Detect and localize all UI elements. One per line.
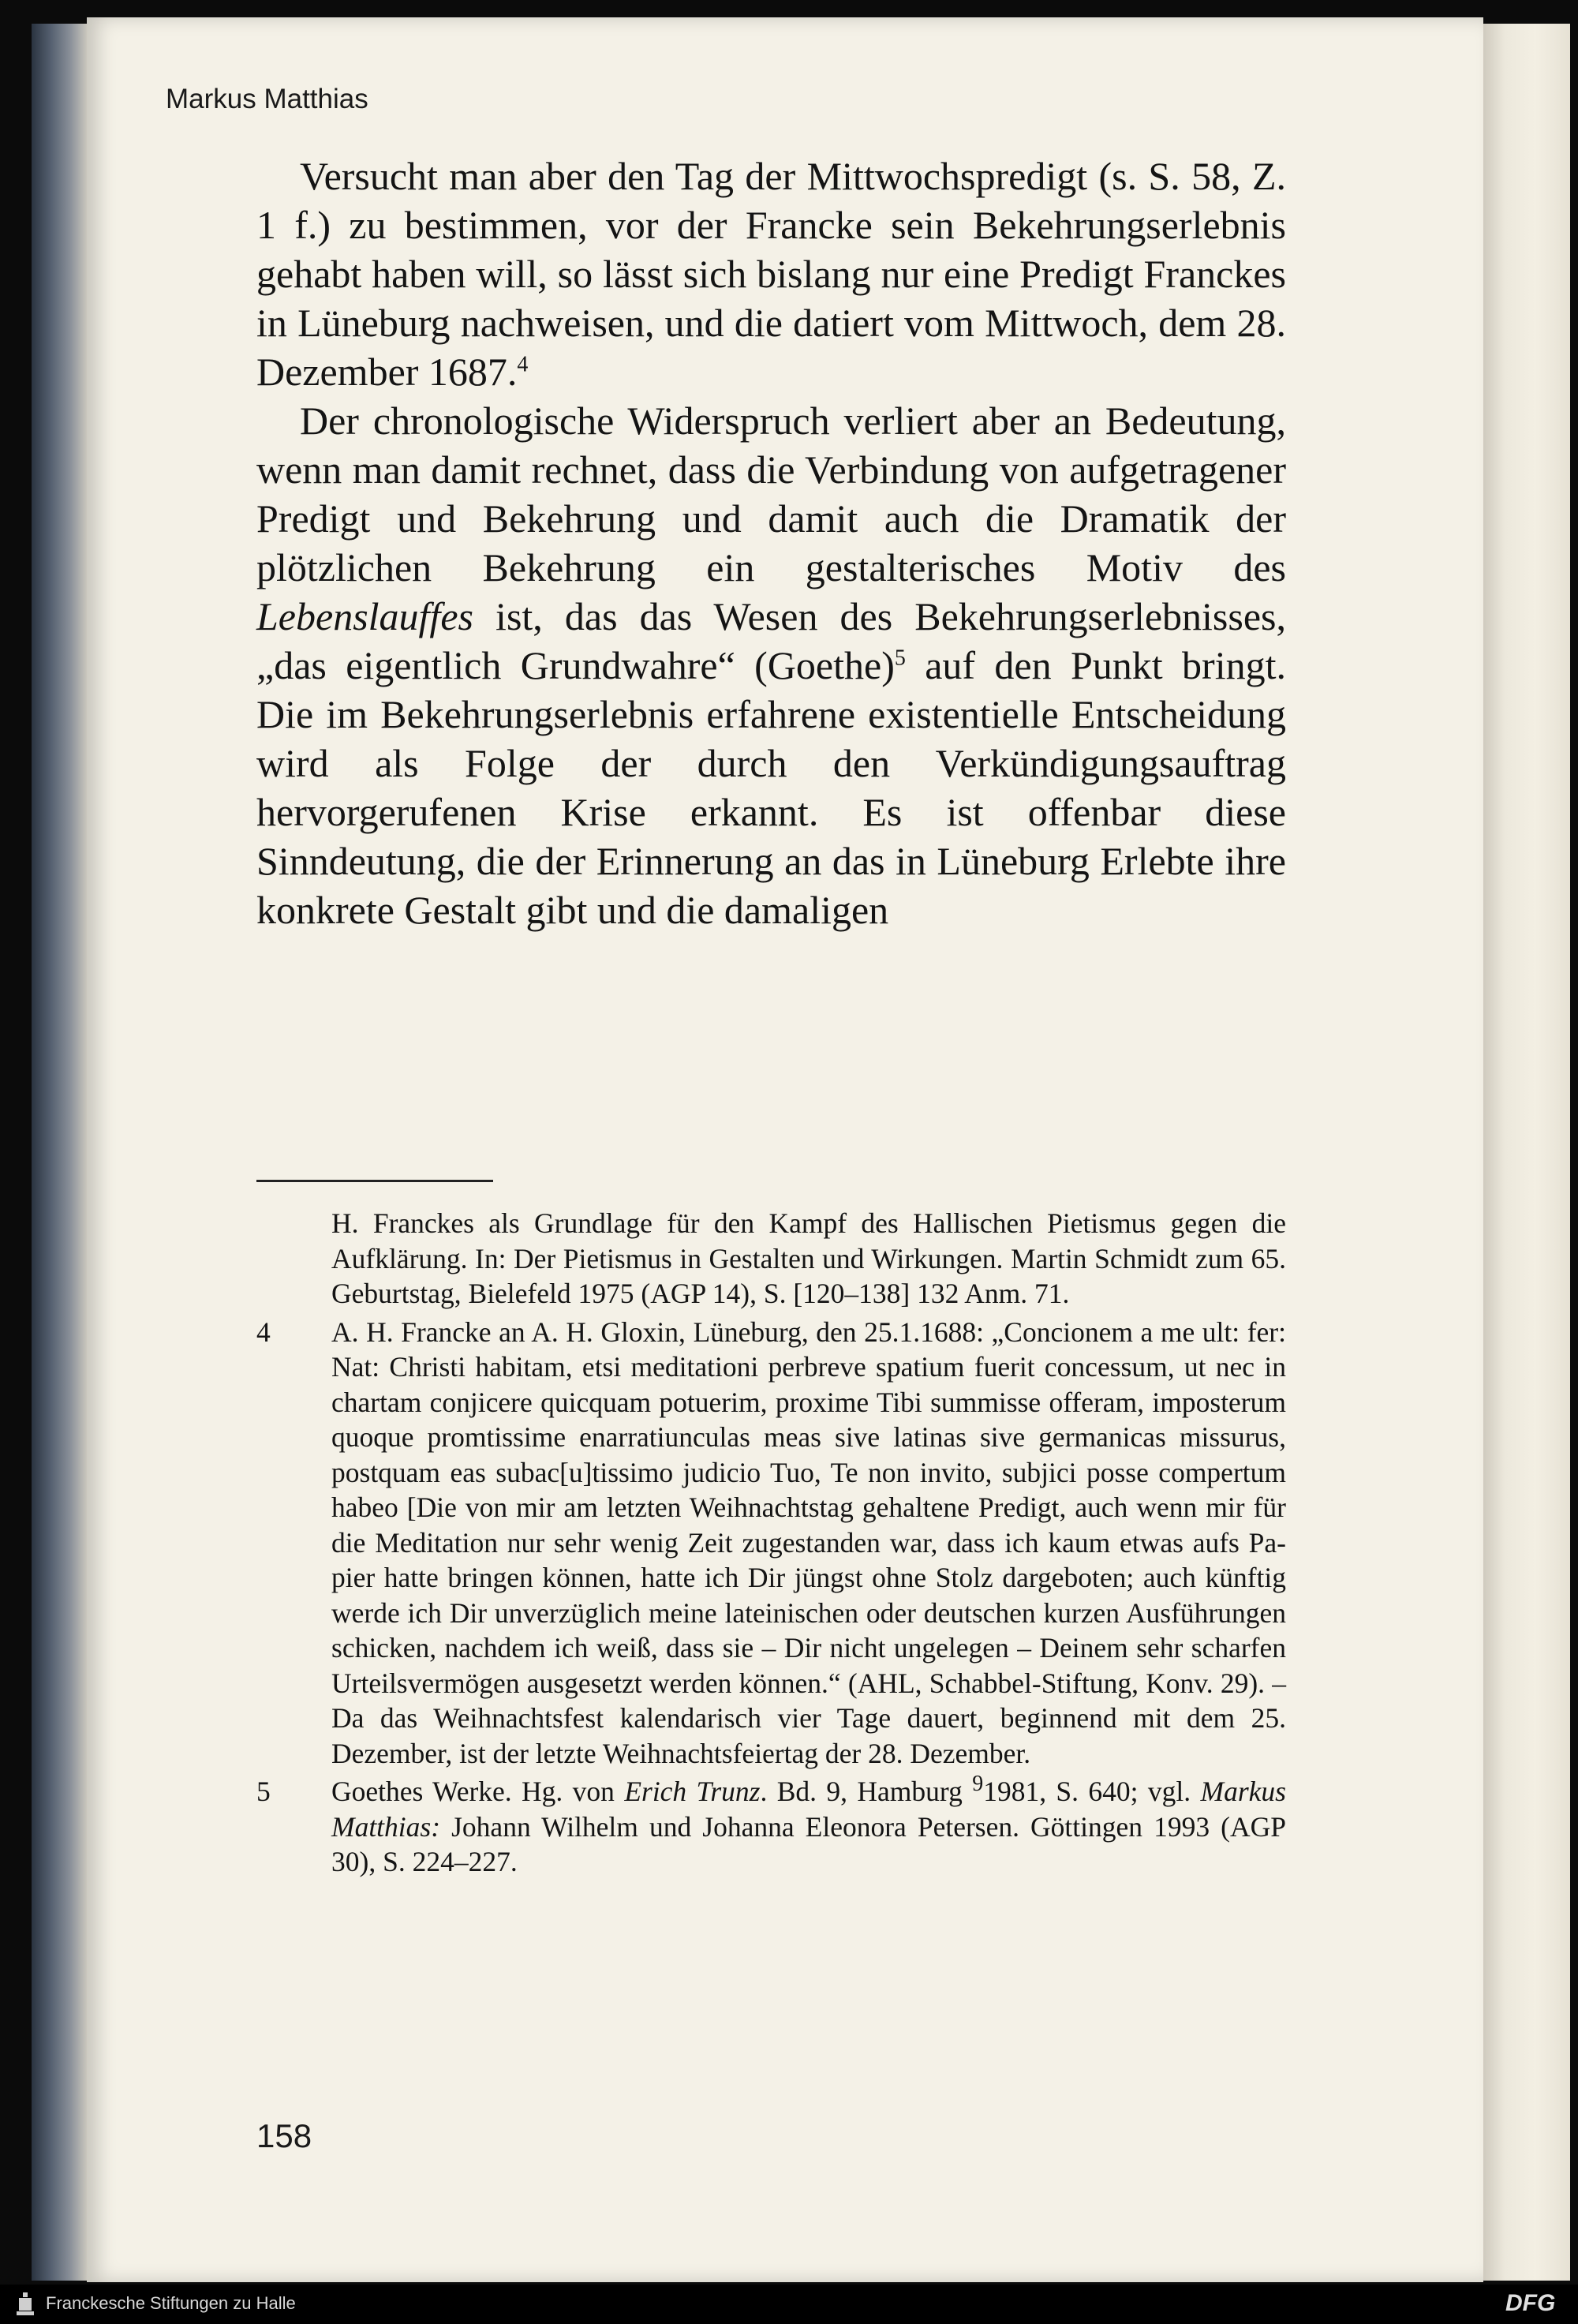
footnote-5-author: Markus Matthias:: [331, 1776, 1286, 1843]
footnote-5-part-c: 1981, S. 640; vgl.: [983, 1776, 1201, 1807]
footnote-5-text: [331, 1774, 1286, 1880]
running-head: Markus Matthias: [166, 84, 368, 114]
footnote-5-editor: Erich Trunz: [624, 1776, 761, 1807]
paragraph-2-italic-title: Lebenslauffes: [256, 594, 473, 638]
footnote-5-number: 5: [256, 1776, 271, 1807]
footnote-continuation: H. Franckes als Grundlage für den Kampf des Hallischen Pietismus gegen die Aufklärung. In: Der Pietismus in Gestalten und Wirkungen. Martin Schmidt zum 65. Geburtstag, Bielefeld 1975 (AGP 14), S. [120–138] 132 Anm. 71.: [331, 1207, 1286, 1309]
footnotes: [256, 1206, 1286, 1880]
footnote-5-part-d: Johann Wilhelm und Johanna Eleonora Petersen. Göttingen 1993 (AGP 30), S. 224–227.: [331, 1810, 1286, 1877]
footnote-5-part-a: Goethes Werke. Hg. von: [331, 1776, 625, 1807]
footnote-5-part-b: . Bd. 9, Hamburg: [760, 1776, 973, 1807]
paragraph-2-text-c: auf den Punkt bringt. Die im Bekehrungserlebnis erfahrene existentielle Entscheidung wird als Folge der durch den Verkündigungsauftrag hervorgerufenen Krise erkannt. Es ist offenbar diese Sinndeutung, die der Erinnerung an das in Lüneburg Erlebte ihre konkrete Gestalt gibt und die damaligen: [256, 643, 1286, 932]
footnote-4-text: A. H. Francke an A. H. Gloxin, Lüneburg, den 25.1.1688: „Concionem a me ult: fer: Nat: Christi habitam, etsi meditationi perbreve spatium fuerit concessum, ut nec in chartam conjicere quicquam potuerim, proxime Tibi summisse offeram, imposterum quoque promtissime enarratiunculas meas sive latinas sive germanicas missurus, postquam eas subac[u]tissimo judicio Tuo, Te non invito, subjici posse compertum habeo [Die von mir am letzten Weihnachtstag gehaltene Predigt, auch wenn mir für die Meditation nur sehr wenig Zeit zugestanden war, dass ich kaum etwas aufs Papier hatte bringen können, hatte ich Dir jüngst ohne Stolz dargeboten; auch künftig werde ich Dir unverzüglich meine lateinischen oder deutschen kurzen Ausführungen schicken, nachdem ich weiß, dass sie – Dir nicht ungelegen – Deinem sehr scharfen Urteilsvermögen ausgesetzt werden können.“ (AHL, Schabbel-Stiftung, Konv. 29). – Da das Weihnachtsfest kalendarisch vier Tage dauert, beginnend mit dem 25. Dezember, ist der letzte Weihnachtsfeiertag der 28. Dezember.: [331, 1315, 1286, 1769]
footnote-5-edition: 9: [972, 1772, 984, 1797]
paragraph-1-text: Versucht man aber den Tag der Mittwochspredigt (s. S. 58, Z. 1 f.) zu bestimmen, vor der Francke sein Bekehrungserlebnis gehabt haben will, so lässt sich bislang nur eine Predigt Franckes in Lüneburg nachweisen, und die datiert vom Mittwoch, dem 28. Dezember 1687.: [256, 154, 1286, 394]
paragraph-2: [256, 396, 1286, 934]
dfg-logo: DFG: [1505, 2290, 1556, 2316]
footnote-ref-5: 5: [894, 646, 906, 671]
book-page-edges-left: [32, 24, 87, 2281]
paragraph-2-text-b: ist, das das Wesen des Bekehrungserlebnisses, „das eigentlich Grundwahre“ (Goethe): [256, 594, 1286, 687]
paragraph-2-text-a: Der chronologische Widerspruch verliert aber an Bedeutung, wenn man damit rechnet, dass die Verbindung von aufgetragener Predigt und Bekehrung und damit auch die Dramatik der plötzlichen Bekehrung ein gestalterisches Motiv des: [256, 399, 1286, 589]
footnote-ref-4: 4: [517, 352, 529, 377]
footer-institution-label: Franckesche Stiftungen zu Halle: [46, 2293, 296, 2313]
footnote-separator: [256, 1180, 493, 1182]
footnote-4-number: 4: [256, 1315, 271, 1348]
book-page-edges-right: [1483, 24, 1570, 2281]
institution-logo-icon: [14, 2291, 36, 2318]
body-text: [256, 152, 1286, 934]
paragraph-1: [256, 152, 1286, 396]
footnote-4: [256, 1315, 1286, 1772]
footnote-5: [256, 1774, 1286, 1880]
page-number: 158: [256, 2117, 312, 2154]
